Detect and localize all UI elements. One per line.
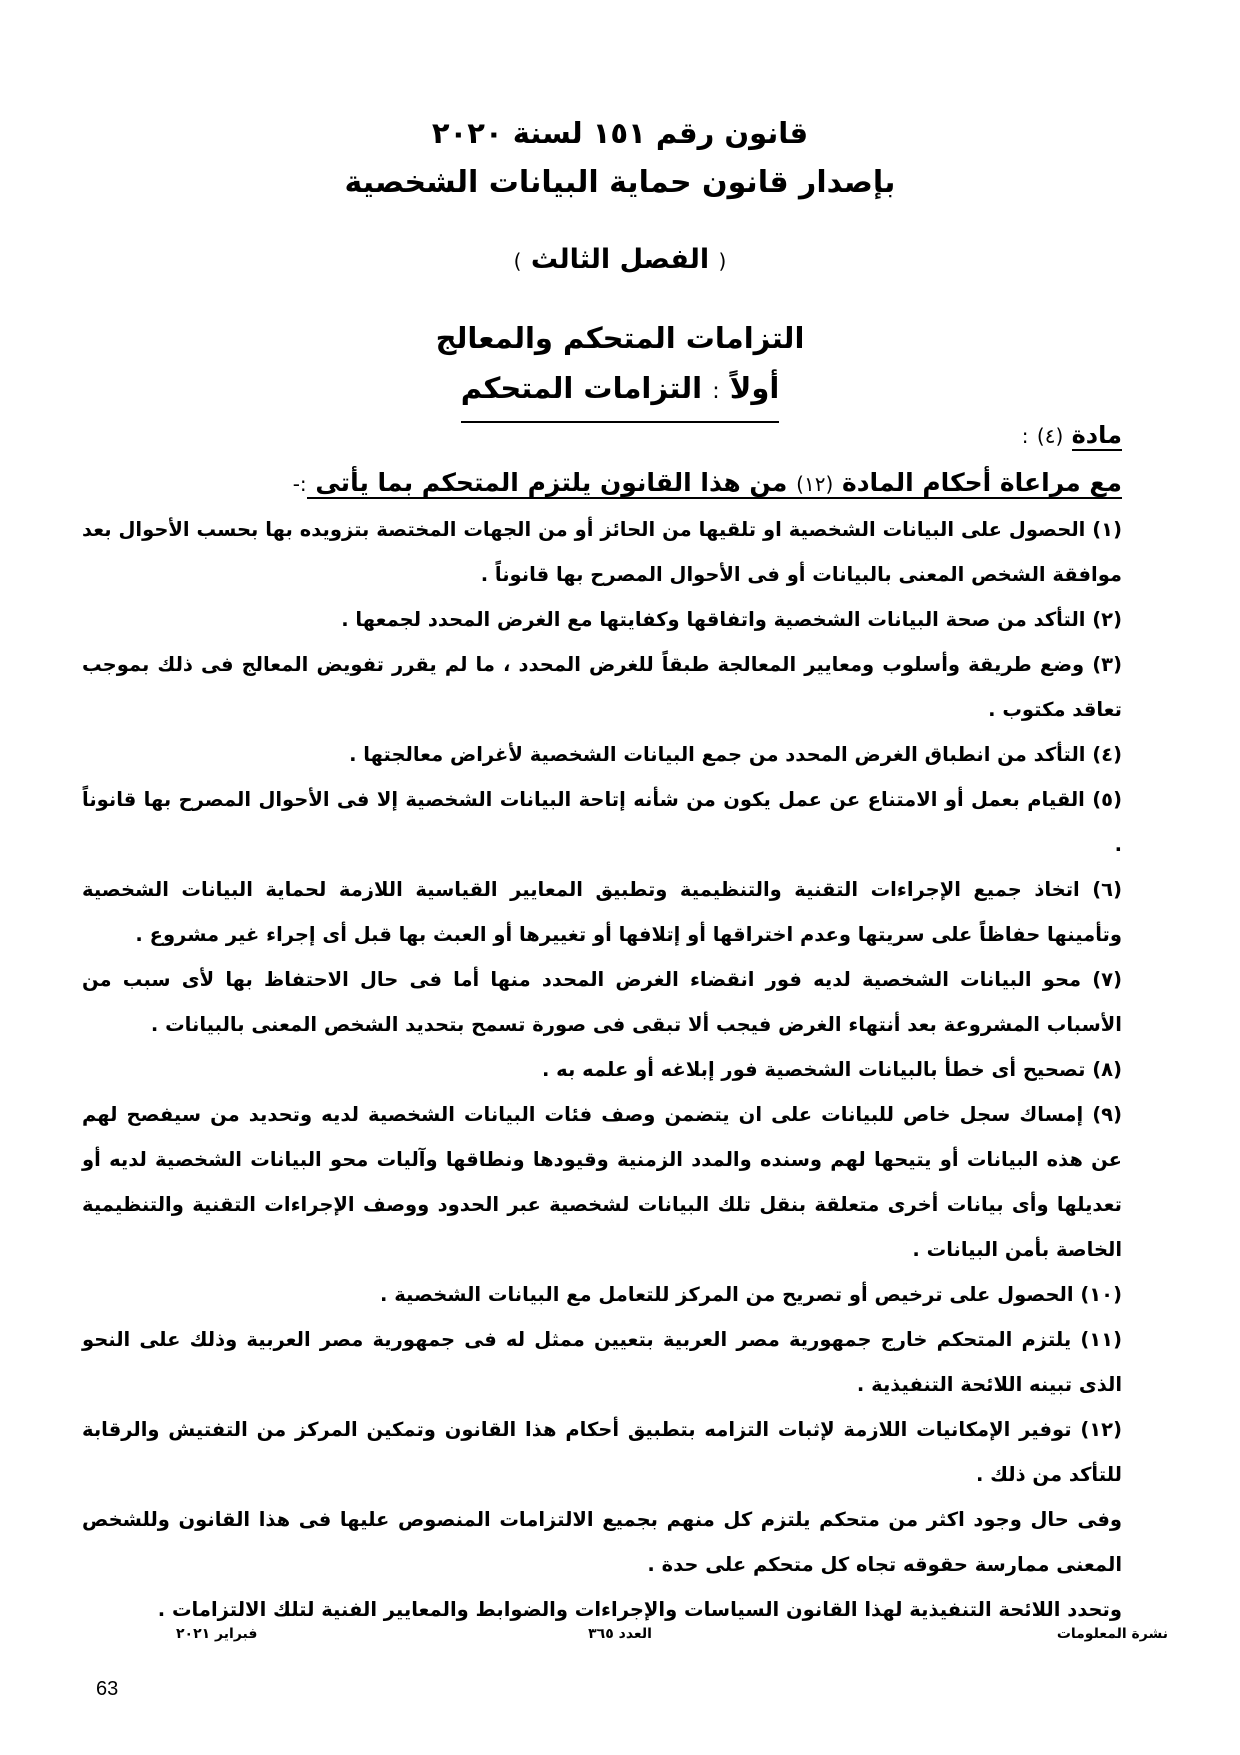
intro-underlined — [307, 468, 1122, 499]
paragraph-6: (٦) اتخاذ جميع الإجراءات التقنية والتنظيمية وتطبيق المعايير القياسية اللازمة لحماية البيانات الشخصية وتأمينها حفاظاً على سريتها وعدم اختراقها أو إتلافها أو تغييرها أو العبث بها قبل أى إجراء غير مشروع . — [82, 878, 1122, 946]
paragraph-multiple-controllers: وفى حال وجود اكثر من متحكم يلتزم كل منهم بجميع الالتزامات المنصوص عليها فى هذا القانون وللشخص المعنى ممارسة حقوقه تجاه كل متحكم على حدة . — [82, 1508, 1122, 1576]
chapter-paren-open: ( — [718, 249, 727, 273]
page-number: 63 — [96, 1678, 119, 1700]
footer-publication: نشرة المعلومات — [1056, 1626, 1168, 1642]
intro-reference: (١٢) — [796, 472, 834, 496]
article-word: مادة — [1071, 421, 1122, 449]
article-intro — [82, 460, 1122, 507]
subsection-heading — [0, 363, 1240, 423]
document-headings — [0, 108, 1240, 423]
chapter-paren-close: ) — [513, 249, 522, 273]
paragraph-4: (٤) التأكد من انطباق الغرض المحدد من جمع البيانات الشخصية لأغراض معالجتها . — [349, 743, 1122, 766]
paragraph-9: (٩) إمساك سجل خاص للبيانات على ان يتضمن وصف فئات البيانات الشخصية لديه وتحديد من سيفصح لهم عن هذه البيانات أو يتيحها لهم وسنده والمدد الزمنية وقيودها ونطاقها وآليات محو البيانات الشخصية لديه أو تعديلها وأى بيانات أخرى متعلقة بنقل تلك البيانات لشخصية عبر الحدود ووصف الإجراءات التقنية والتنظيمية الخاصة بأمن البيانات . — [82, 1103, 1122, 1261]
intro-rest: من هذا القانون يلتزم المتحكم بما يأتى — [315, 468, 788, 497]
page-footer — [0, 1626, 1240, 1650]
law-title: قانون رقم ١٥١ لسنة ٢٠٢٠ — [431, 116, 809, 150]
law-subtitle: بإصدار قانون حماية البيانات الشخصية — [344, 165, 896, 200]
article-label — [82, 415, 1122, 456]
section-title: التزامات المتحكم والمعالج — [435, 321, 805, 355]
article-colon: : — [1021, 424, 1029, 448]
footer-issue: العدد ٣٦٥ — [588, 1626, 652, 1642]
chapter-heading — [0, 235, 1240, 286]
paragraph-10: (١٠) الحصول على ترخيص أو تصريح من المركز للتعامل مع البيانات الشخصية . — [380, 1283, 1122, 1306]
paragraph-7: (٧) محو البيانات الشخصية لديه فور انقضاء الغرض المحدد منها أما فى حال الاحتفاظ بها لأى سبب من الأسباب المشروعة بعد أنتهاء الغرض فيجب ألا تبقى فى صورة تسمح بتحديد الشخص المعنى بالبيانات . — [82, 968, 1122, 1036]
paragraph-1: (١) الحصول على البيانات الشخصية او تلقيها من الحائز أو من الجهات المختصة بتزويده بها بحسب الأحوال بعد موافقة الشخص المعنى بالبيانات أو فى الأحوال المصرح بها قانوناً . — [82, 518, 1122, 586]
intro-dash: :- — [292, 472, 307, 496]
paragraph-3: (٣) وضع طريقة وأسلوب ومعايير المعالجة طبقاً للغرض المحدد ، ما لم يقرر تفويض المعالج فى ذلك بموجب تعاقد مكتوب . — [82, 653, 1122, 721]
subsection-label: أولاً — [729, 371, 780, 405]
paragraph-executive-regulations: وتحدد اللائحة التنفيذية لهذا القانون السياسات والإجراءات والضوابط والمعايير الفنية لتلك الالتزامات . — [157, 1598, 1122, 1621]
footer-date: فبراير ٢٠٢١ — [176, 1626, 258, 1642]
article-number: (٤) — [1036, 424, 1064, 448]
paragraph-2: (٢) التأكد من صحة البيانات الشخصية واتفاقها وكفايتها مع الغرض المحدد لجمعها . — [341, 608, 1122, 631]
paragraph-8: (٨) تصحيح أى خطأ بالبيانات الشخصية فور إبلاغه أو علمه به . — [541, 1058, 1122, 1081]
paragraph-11: (١١) يلتزم المتحكم خارج جمهورية مصر العربية بتعيين ممثل له فى جمهورية مصر العربية وذلك على النحو الذى تبينه اللائحة التنفيذية . — [82, 1328, 1122, 1396]
paragraph-12: (١٢) توفير الإمكانيات اللازمة لإثبات التزامه بتطبيق أحكام هذا القانون وتمكين المركز من التفتيش والرقابة للتأكد من ذلك . — [82, 1418, 1122, 1486]
subsection-colon: : — [712, 379, 720, 404]
subsection-underline — [461, 363, 780, 423]
paragraph-5: (٥) القيام بعمل أو الامتناع عن عمل يكون من شأنه إتاحة البيانات الشخصية إلا فى الأحوال المصرح بها قانوناً . — [82, 788, 1122, 856]
chapter-title: الفصل الثالث — [530, 244, 710, 275]
article-body — [82, 415, 1122, 1632]
subsection-title: التزامات المتحكم — [460, 371, 703, 405]
intro-bold: مع مراعاة أحكام المادة — [841, 468, 1122, 497]
